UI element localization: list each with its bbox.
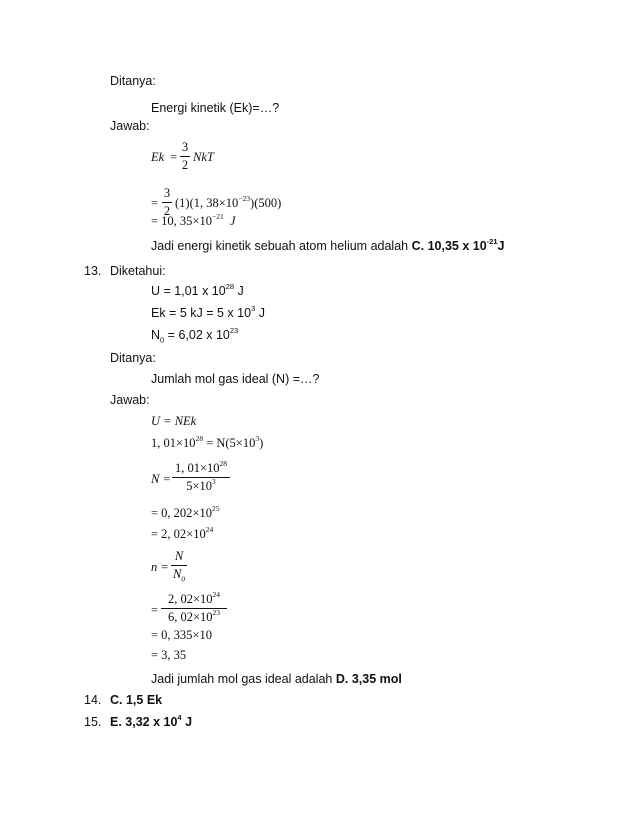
frac-num: 1, $01\times 10^{28}$ [174,458,228,475]
step-n-value1-exp: 25 [211,503,220,513]
jawab-label-12: Jawab: [110,119,150,133]
conclusion-13-answer: D. 3,35 mol [335,672,402,686]
calc-part-b: )(500) [250,196,282,210]
formula-ek-eq: = [170,150,178,164]
frac-den: 2 [181,158,189,172]
conclusion-12-exp: -21 [486,236,498,246]
given-u: U = 1,01 x $10^{28}$ J [151,281,244,298]
frac-bar [180,156,190,157]
step-n-value2: = 2, $02\times 10^{24}$ [151,524,214,541]
frac-num: 3 [181,140,189,154]
step-substitute-exp2: 3 [255,433,260,443]
given-ek-exp: 3 [251,303,256,313]
question-15-number: 15. [84,715,102,729]
question-14-number: 14. [84,693,102,707]
formula-result [151,211,236,229]
conclusion-12-answer: C. 10,35 x $10^{-21}J$ [411,236,505,253]
step-mol-eq: = [151,603,159,617]
step-mol-value2: = 3, 35 [151,648,187,662]
step-n-fraction [172,458,230,494]
ditanya-text-13: Jumlah mol gas ideal (N) =…? [151,372,320,386]
result-value: = 10, 35×10 [151,214,212,228]
conclusion-13-text: Jadi jumlah mol gas ideal adalah [151,672,333,686]
frac-den: $5\times 10^3$ [186,476,216,493]
step-n-left: N = [151,472,171,486]
given-u-exp: 28 [225,281,235,291]
question-15-exp: 4 [177,712,182,722]
result-exp: −21 [211,211,224,221]
conclusion-13 [151,672,402,687]
frac-num: 3 [163,186,171,200]
ditanya-text-12: Energi kinetik (Ek)=…? [151,101,280,115]
question-15-answer: E. 3,32 x $10^4$ J [110,712,193,729]
formula-ek-fraction [180,140,190,173]
step-substitute: 1, $01\times 10^{28} = N(5\times 10^3)$ [151,433,264,450]
step-substitute-exp1: 28 [195,433,204,443]
step-mol-left: n = [151,560,169,574]
frac-den: 2 [163,204,171,218]
ditanya-label-12: Ditanya: [110,74,156,88]
step-u-nek: U = NEk [151,414,197,428]
formula-calc-eq: = [151,196,159,210]
given-n0: $N_0 = 6,02$ x $10^{23}$ [151,325,239,345]
jawab-label-13: Jawab: [110,393,150,407]
given-n0-exp: 23 [229,325,239,335]
frac-num: 2, $02\times 10^{24}$ [167,589,221,606]
calc-exp: −23 [238,193,251,203]
step-n-value1: = 0, $202\times 10^{25}$ [151,503,220,520]
frac-bar [162,202,172,203]
formula-ek-left: Ek [151,150,165,164]
diketahui-label-13: Diketahui: [110,264,166,278]
frac-den: $N_0$ [172,567,186,584]
formula-ek-right: NkT [193,150,214,164]
step-n-value2-exp: 24 [205,524,214,534]
ditanya-label-13: Ditanya: [110,351,156,365]
given-ek: Ek = 5 kJ = 5 x $10^3$ J [151,303,265,320]
question-14-answer: C. 1,5 Ek [110,693,163,707]
step-mol-value1: = 0, 335×10 [151,628,212,642]
given-n0-sub: 0 [160,335,165,345]
calc-part-a: (1)(1, 38×10 [175,196,239,210]
frac-bar [172,477,230,478]
question-13-number: 13. [84,264,102,278]
step-mol-value-fraction [161,589,227,625]
step-mol-fraction [171,549,187,582]
frac-num: N [174,549,184,563]
result-unit: J [229,214,236,228]
frac-den: 6, $02\times 10^{23}$ [167,607,221,624]
frac-bar [171,565,187,566]
conclusion-12-text: Jadi energi kinetik sebuah atom helium adalah [151,239,409,253]
conclusion-12 [151,236,505,254]
formula-calc-body [175,193,282,211]
